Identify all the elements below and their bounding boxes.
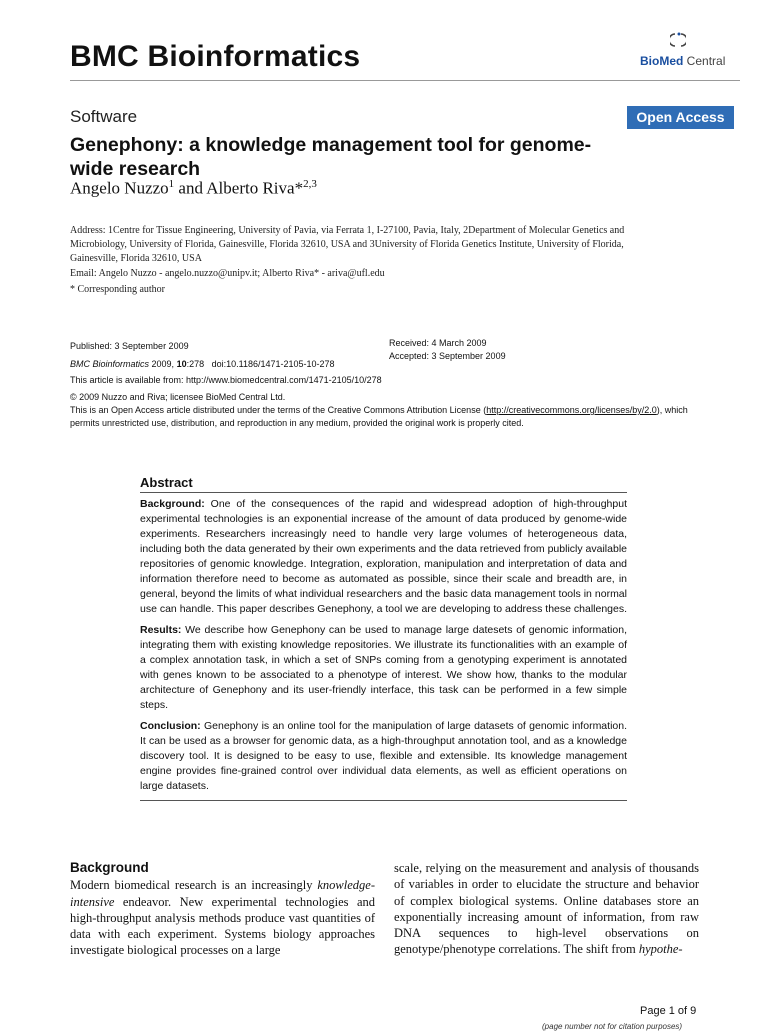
open-access-badge: Open Access [627, 106, 734, 129]
affiliation-sup: 1 [168, 178, 175, 190]
abstract-rule-top [140, 492, 627, 493]
article-url[interactable]: This article is available from: http://www.biomedcentral.com/1471-2105/10/278 [70, 375, 382, 385]
article-title: Genephony: a knowledge management tool for genome-wide research [70, 134, 592, 180]
author-list [70, 178, 317, 199]
abstract-heading: Abstract [140, 475, 193, 490]
license-link[interactable]: http://creativecommons.org/licenses/by/2.0 [486, 405, 657, 415]
biomed-central-logo[interactable] [640, 32, 740, 72]
abstract-conclusion: Conclusion: Genephony is an online tool for the manipulation of large datasets of genomic information. It can be used as a browser for genomic data, as a high-throughput annotation tool, and as a knowledge discovery tool. It is designed to be easy to use, flexible and extensible. Its knowledge management engine provides fine-grained control over individual data elements, as well as efficient operations on large datasets. [140, 720, 627, 792]
abstract [140, 475, 627, 801]
page-number: Page 1 of 9 [640, 1005, 697, 1017]
journal-title: BMC Bioinformatics [70, 40, 361, 73]
citation: BMC Bioinformatics 2009, 10:278 doi:10.1186/1471-2105-10-278 [70, 359, 335, 369]
body-column-left: Background Modern biomedical research is an increasingly knowledge-intensive endeavor. New experimental technologies and high-throughput analysis methods produce vast quantities of data with each experiment. Systems biology approaches investigate biological processes on a large [70, 860, 375, 958]
page-number-note: (page number not for citation purposes) [542, 1022, 683, 1031]
author-name: Angelo Nuzzo [70, 178, 169, 198]
accepted-date: Accepted: 3 September 2009 [389, 351, 506, 361]
abstract-rule-bottom [140, 800, 627, 801]
author-emails[interactable]: Email: Angelo Nuzzo - angelo.nuzzo@unipv.it; Alberto Riva* - ariva@ufl.edu [70, 268, 385, 279]
header-rule [70, 80, 740, 81]
affiliation-sup: 2,3 [303, 178, 317, 190]
author-addresses: Address: 1Centre for Tissue Engineering, University of Pavia, via Ferrata 1, I-27100, Pavia, Italy, 2Department of Molecular Genetics and Microbiology, University of Florida, Gainesville, Florida 32610, USA and 3University of Florida Genetics Institute, University of Florida, Gainesville, Florida 32610, USA [70, 225, 625, 264]
article-type: Software [70, 107, 138, 126]
corresponding-author-note: * Corresponding author [70, 284, 165, 295]
author-name: and Alberto Riva* [174, 178, 304, 198]
abstract-results: Results: We describe how Genephony can be used to manage large datesets of genomic information, integrating them with existing knowledge repositories. We illustrate its functionalities with an example of a complex annotation task, in which a set of SNPs coming from a genotyping experiment is annotated with genes known to be associated to a phenotype of interest. We show how, thanks to the modular architecture of Genephony and its user-friendly interface, this task can be performed in a few simple steps. [140, 624, 627, 711]
doi[interactable]: doi:10.1186/1471-2105-10-278 [211, 359, 335, 369]
license-text: This is an Open Access article distributed under the terms of the Creative Commons Attribution License (http://creativecommons.org/licenses/by/2.0), which permits unrestricted use, distribution, and reproduction in any medium, provided the original work is properly cited. [70, 405, 688, 428]
copyright-line: © 2009 Nuzzo and Riva; licensee BioMed Central Ltd. [70, 392, 286, 402]
body-column-right: scale, relying on the measurement and analysis of thousands of variables in order to elucidate the structure and behavior of complex biological systems. Online databases store an exponentially increasing amount of information, from raw DNA sequences to high-level observations on genotype/phenotype correlations. The shift from hypothe- [394, 861, 699, 957]
abstract-background: Background: One of the consequences of the rapid and widespread adoption of high-throughput experimental technologies is an exponential increase of the amount of data produced by genome-wide experiments. Researchers increasingly need to handle very large volumes of heterogeneous data, including both the data generated by their own experiments and the data retrieved from publicly available repositories of genomic knowledge. Integration, exploration, manipulation and interpretation of data and information therefore need to become as automated as possible, since their scale and breadth are, in general, beyond the limits of what individual researchers and the basic data management tools in normal use can handle. This paper describes Genephony, a tool we are developing to address these challenges. [140, 498, 628, 615]
publication-info [70, 337, 335, 373]
license-statement [70, 391, 710, 430]
received-date: Received: 4 March 2009 [389, 338, 487, 348]
received-accepted [389, 337, 506, 363]
logo-ring-icon [670, 32, 686, 48]
logo-wordmark: BioMed Central [640, 54, 726, 68]
section-heading-background: Background [70, 860, 149, 875]
published-date: Published: 3 September 2009 [70, 341, 189, 351]
